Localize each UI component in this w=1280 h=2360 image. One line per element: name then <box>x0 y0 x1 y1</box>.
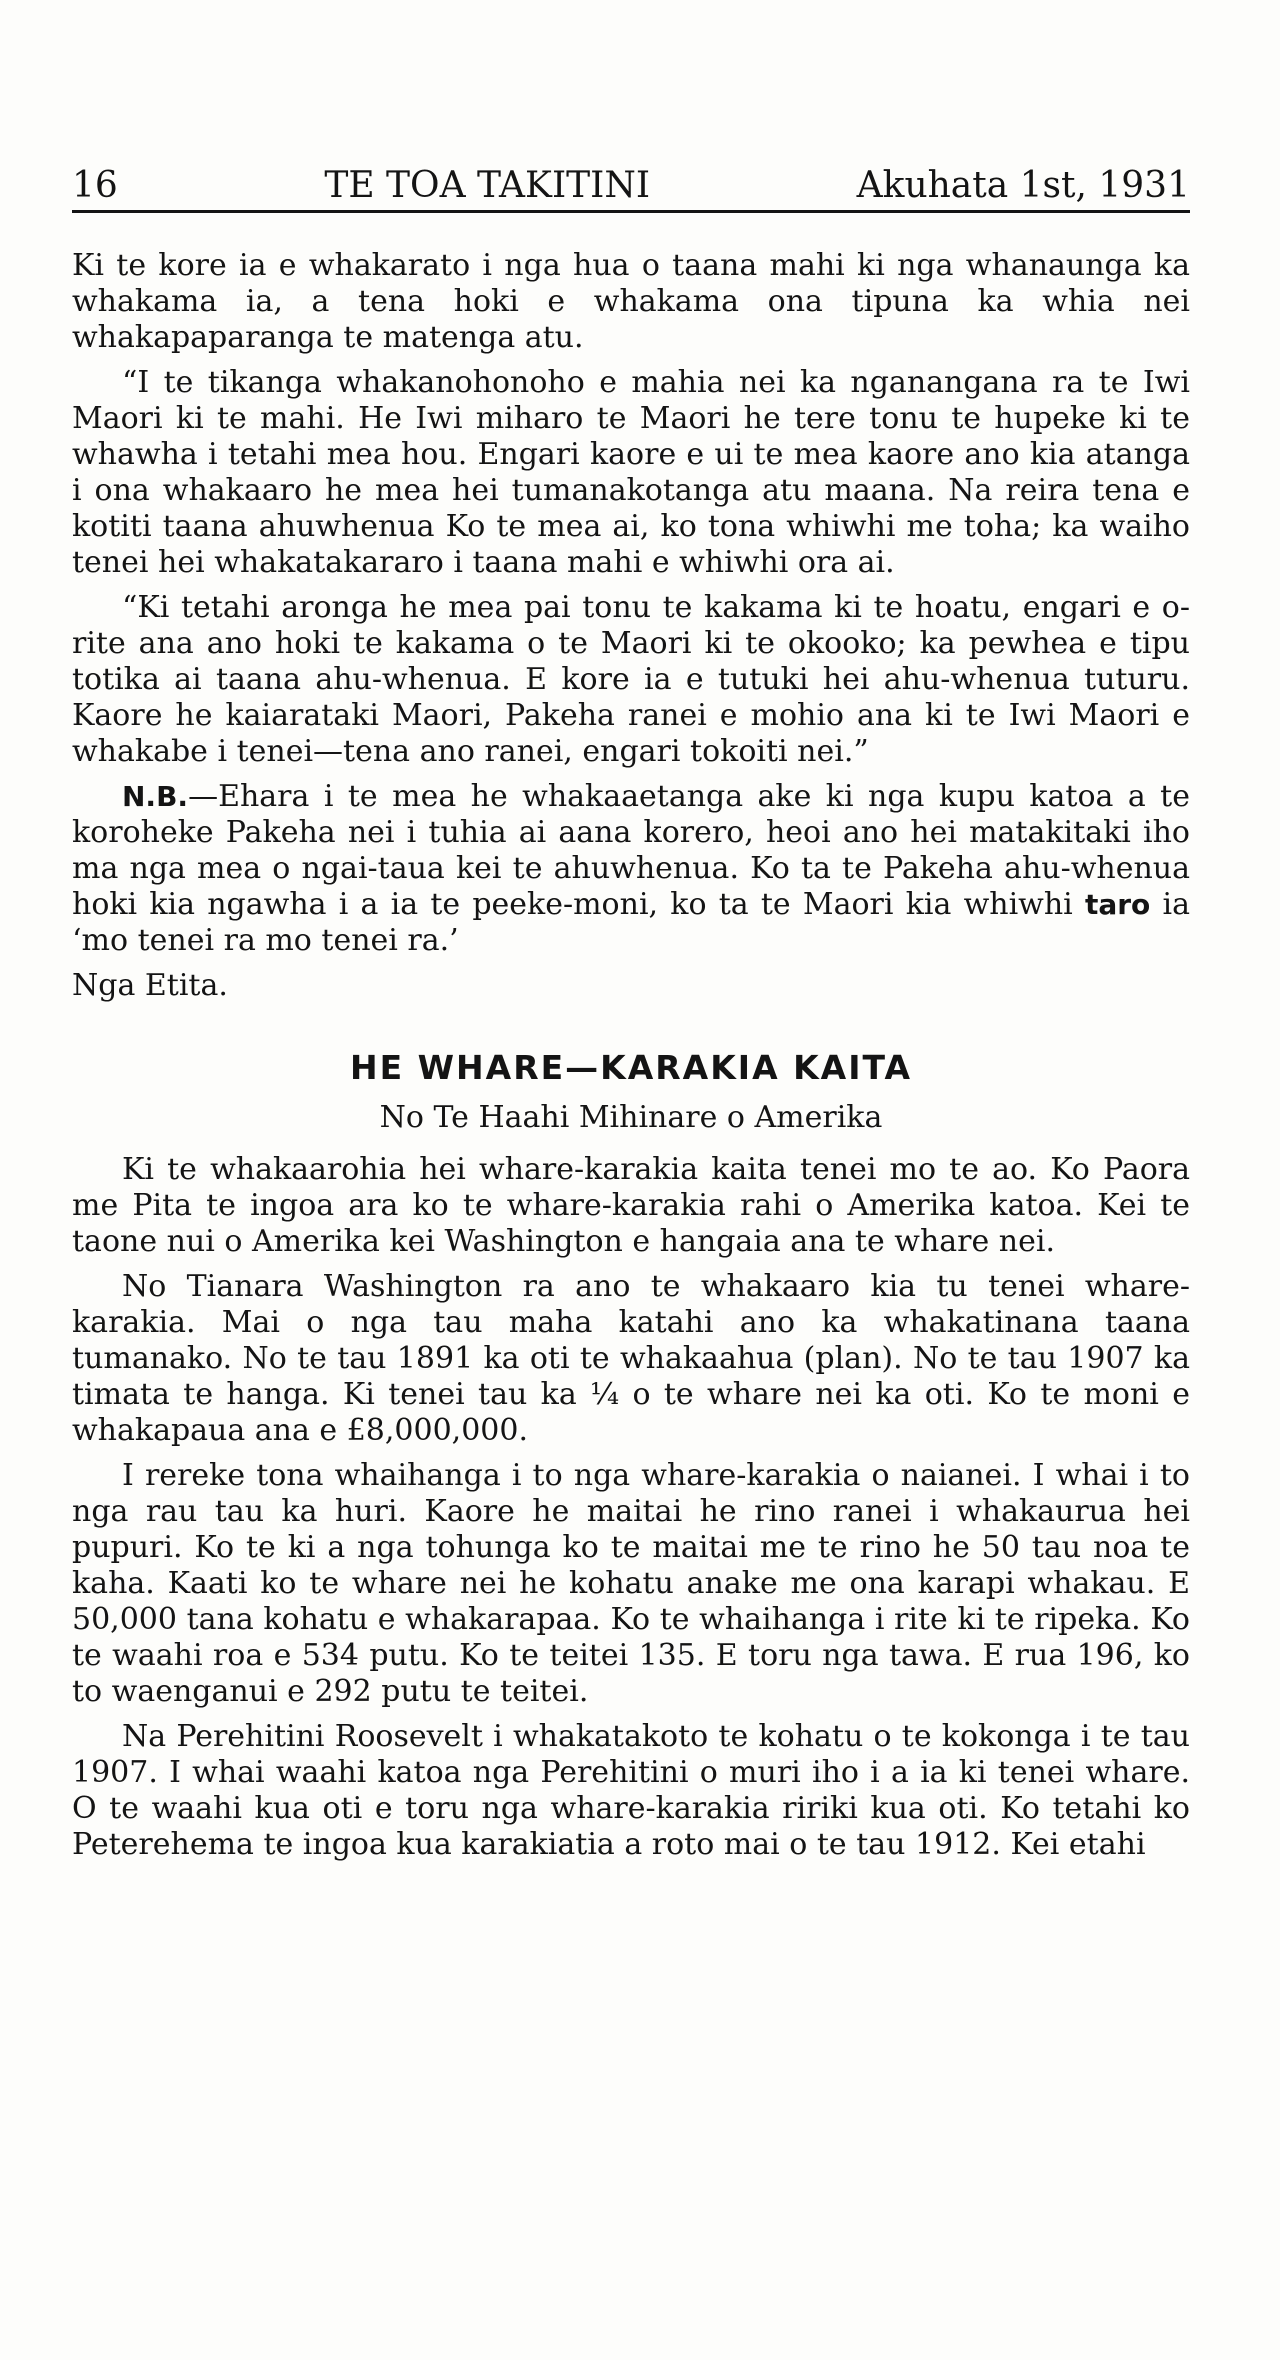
page-number: 16 <box>72 165 118 206</box>
nb-text-2: ia ‘mo tenei ra mo tenei ra.’ <box>72 887 1190 958</box>
nb-text-1: —Ehara i te mea he whakaaetanga ake ki nga kupu katoa a te koroheke Pakeha nei i tuhia ai aana korero, heoi ano hei matakitaki iho ma nga mea o ngai-taua kei te ahuwhenua. Ko ta te Pakeha ahu-whenua hoki kia ngawha i a ia te peeke-moni, ko ta te Maori kia whiwhi <box>72 779 1190 922</box>
page-body <box>72 248 1190 1872</box>
publication-title: TE TOA TAKITINI <box>324 165 651 206</box>
header-rule <box>72 210 1190 213</box>
article2-paragraph-4: Na Perehitini Roosevelt i whakatakoto te kohatu o te kokonga i te tau 1907. I whai waahi katoa nga Perehitini o muri iho i a ia ki tenei whare. O te waahi kua oti e toru nga whare-karakia ririki kua oti. Ko tetahi ko Peterehema te ingoa kua karakiatia a roto mai o te tau 1912. Kei etahi <box>72 1719 1190 1862</box>
nb-emphasis: taro <box>1084 888 1151 921</box>
article1-paragraph-3: “Ki tetahi aronga he mea pai tonu te kakama ki te hoatu, engari e o-rite ana ano hoki te kakama o te Maori ki te okooko; ka pewhea e tipu totika ai taana ahu-whenua. E kore ia e tutuki hei ahu-whenua tuturu. Kaore he kaiarataki Maori, Pakeha ranei e mohio ana ki te Iwi Maori e whakabe i tenei—tena ano ranei, engari tokoiti nei.” <box>72 590 1190 769</box>
article1-paragraph-2: “I te tikanga whakanohonoho e mahia nei ka nganangana ra te Iwi Maori ki te mahi. He Iwi miharo te Maori he tere tonu te hupeke ki te whawha i tetahi mea hou. Engari kaore e ui te mea kaore ano kia atanga i ona whakaaro he mea hei tumanakotanga atu maana. Na reira tena e kotiti taana ahuwhenua Ko te mea ai, ko tona whiwhi me toha; ka waiho tenei hei whakatakararo i taana mahi e whiwhi ora ai. <box>72 365 1190 580</box>
issue-date: Akuhata 1st, 1931 <box>856 165 1190 206</box>
article2-headline: HE WHARE—KARAKIA KAITA <box>350 1048 912 1087</box>
editors-signature: Nga Etita. <box>72 968 228 1003</box>
nb-label: N.B. <box>122 780 189 813</box>
article2-paragraph-1: Ki te whakaarohia hei whare-karakia kaita tenei mo te ao. Ko Paora me Pita te ingoa ara ko te whare-karakia rahi o Amerika katoa. Kei te taone nui o Amerika kei Washington e hangaia ana te whare nei. <box>72 1152 1190 1259</box>
article1-paragraph-1: Ki te kore ia e whakarato i nga hua o taana mahi ki nga whanaunga ka whakama ia, a tena hoki e whakama ona tipuna ka whia nei whakapaparanga te matenga atu. <box>72 248 1190 355</box>
article2-paragraph-2: No Tianara Washington ra ano te whakaaro kia tu tenei whare-karakia. Mai o nga tau maha katahi ano ka whakatinana taana tumanako. No te tau 1891 ka oti te whakaahua (plan). No te tau 1907 ka timata te hanga. Ki tenei tau ka ¼ o te whare nei ka oti. Ko te moni e whakapaua ana e £8,000,000. <box>72 1269 1190 1448</box>
article2-subtitle: No Te Haahi Mihinare o Amerika <box>379 1100 883 1135</box>
page-header <box>72 166 1190 206</box>
article1-nb-paragraph <box>72 779 1190 959</box>
article2-paragraph-3: I rereke tona whaihanga i to nga whare-karakia o naianei. I whai i to nga rau tau ka huri. Kaore he maitai he rino ranei i whakaurua hei pupuri. Ko te ki a nga tohunga ko te maitai me te rino he 50 tau noa te kaha. Kaati ko te whare nei he kohatu anake me ona karapi whakau. E 50,000 tana kohatu e whakarapaa. Ko te whaihanga i rite ki te ripeka. Ko te waahi roa e 534 putu. Ko te teitei 135. E toru nga tawa. E rua 196, ko to waenganui e 292 putu te teitei. <box>72 1458 1190 1709</box>
